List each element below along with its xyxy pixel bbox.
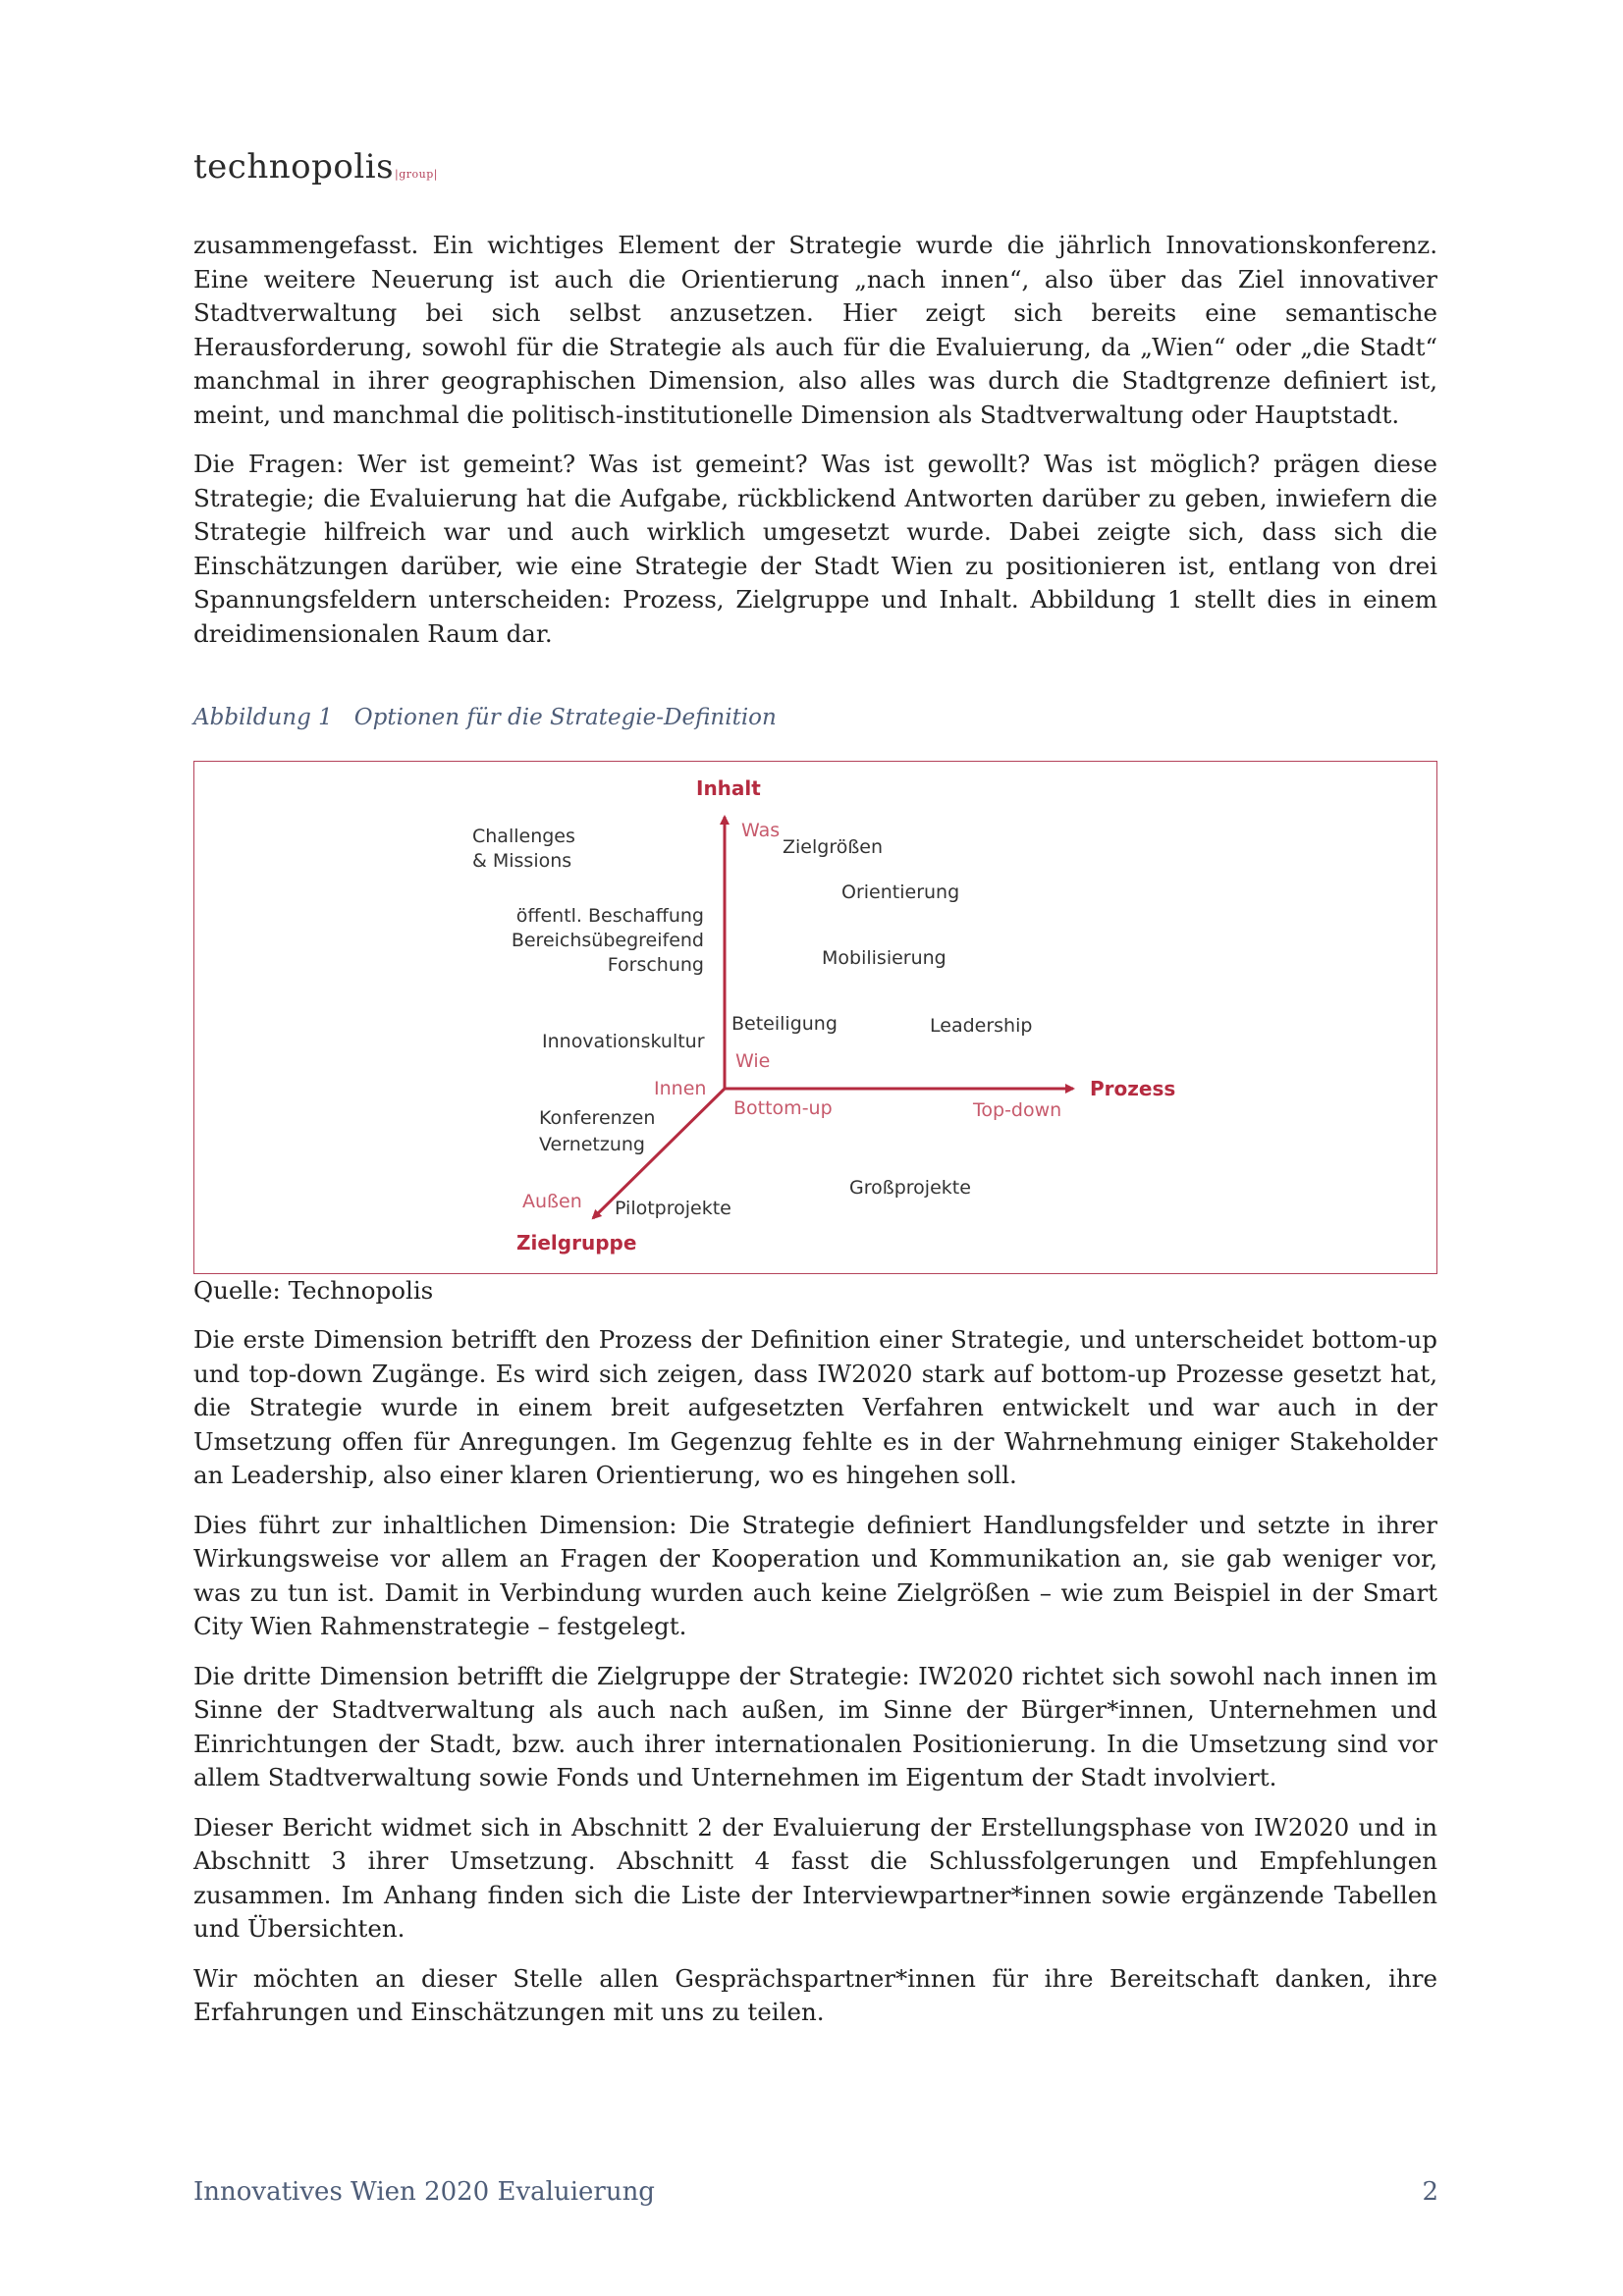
label-challenges-2: & Missions xyxy=(472,850,572,872)
technopolis-logo: technopolis|group| xyxy=(193,147,438,187)
label-mobilisierung: Mobilisierung xyxy=(822,947,947,969)
marker-top-down: Top-down xyxy=(973,1099,1062,1121)
marker-wie: Wie xyxy=(735,1050,771,1072)
label-zielgroessen: Zielgrößen xyxy=(783,836,884,858)
label-pilotprojekte: Pilotprojekte xyxy=(615,1198,731,1219)
label-bereichsuebergreifend: Bereichsübegreifend xyxy=(511,930,704,951)
paragraph: Die dritte Dimension betrifft die Zielgruppe der Strategie: IW2020 richtet sich sowohl nach innen im Sinne der Stadtverwaltung als auch nach außen, im Sinne der Bürger*innen, Unternehmen und Einrichtungen der Stadt, bzw. auch ihrer internationalen Positionierung. In die Umsetzung sind vor allem Stadtverwaltung sowie Fonds und Unternehmen im Eigentum der Stadt involviert. xyxy=(193,1661,1437,1791)
intro-text xyxy=(193,229,1437,651)
label-grossprojekte: Großprojekte xyxy=(849,1177,971,1199)
marker-was: Was xyxy=(741,820,781,841)
label-konferenzen: Konferenzen xyxy=(539,1107,656,1129)
strategy-figure xyxy=(193,761,1437,1274)
label-innovationskultur: Innovationskultur xyxy=(542,1031,705,1052)
marker-aussen: Außen xyxy=(522,1191,582,1212)
axis-label-inhalt: Inhalt xyxy=(696,776,761,800)
figure-source: Quelle: Technopolis xyxy=(193,1276,434,1305)
label-beschaffung: öffentl. Beschaffung xyxy=(515,905,704,927)
axis-label-zielgruppe: Zielgruppe xyxy=(516,1231,637,1255)
label-challenges-1: Challenges xyxy=(472,826,575,847)
paragraph: Die erste Dimension betrifft den Prozess der Definition einer Strategie, und unterscheidet bottom-up und top-down Zugänge. Es wird sich zeigen, dass IW2020 stark auf bottom-up Prozesse gesetzt hat, die Strategie wurde in einem breit aufgesetzten Verfahren entwickelt und war auch in der Umsetzung offen für Anregungen. Im Gegenzug fehlte es in der Wahrnehmung einiger Stakeholder an Leadership, also einer klaren Orientierung, wo es hingehen soll. xyxy=(193,1325,1437,1489)
label-vernetzung: Vernetzung xyxy=(539,1134,645,1155)
body-text xyxy=(193,1323,1437,2030)
label-leadership: Leadership xyxy=(930,1015,1033,1037)
figure-caption: Abbildung 1 Optionen für die Strategie-Definition xyxy=(193,705,777,730)
paragraph: Dies führt zur inhaltlichen Dimension: Die Strategie definiert Handlungsfelder und setzte in ihrer Wirkungsweise vor allem an Fragen der Kooperation und Kommunikation an, sie gab weniger vor, was zu tun ist. Damit in Verbindung wurden auch keine Zielgrößen – wie zum Beispiel in der Smart City Wien Rahmenstrategie – festgelegt. xyxy=(193,1510,1437,1640)
label-orientierung: Orientierung xyxy=(841,881,960,903)
label-beteiligung: Beteiligung xyxy=(731,1013,838,1035)
paragraph: Die Fragen: Wer ist gemeint? Was ist gemeint? Was ist gewollt? Was ist möglich? prägen diese Strategie; die Evaluierung hat die Aufgabe, rückblickend Antworten darüber zu geben, inwiefern die Strategie hilfreich war und auch wirklich umgesetzt wurde. Dabei zeigte sich, dass sich die Einschätzungen darüber, wie eine Strategie der Stadt Wien zu positionieren ist, entlang von drei Spannungsfeldern unterscheiden: Prozess, Zielgruppe und Inhalt. Abbildung 1 stellt dies in einem dreidimensionalen Raum dar. xyxy=(193,450,1437,648)
paragraph: Dieser Bericht widmet sich in Abschnitt 2 der Evaluierung der Erstellungsphase von IW2020 und in Abschnitt 3 ihrer Umsetzung. Abschnitt 4 fasst die Schlussfolgerungen und Empfehlungen zusammen. Im Anhang finden sich die Liste der Interviewpartner*innen sowie ergänzende Tabellen und Übersichten. xyxy=(193,1812,1437,1943)
paragraph: zusammengefasst. Ein wichtiges Element der Strategie wurde die jährlich Innovationskonferenz. Eine weitere Neuerung ist auch die Orientierung „nach innen“, also über das Ziel innovativer Stadtverwaltung bei sich selbst anzusetzen. Hier zeigt sich bereits eine semantische Herausforderung, sowohl für die Strategie als auch für die Evaluierung, da „Wien“ oder „die Stadt“ manchmal in ihrer geographischen Dimension, also alles was durch die Stadtgrenze definiert ist, meint, und manchmal die politisch-institutionelle Dimension als Stadtverwaltung oder Hauptstadt. xyxy=(193,231,1437,429)
strategy-diagram xyxy=(194,762,1438,1275)
page-number: 2 xyxy=(1422,2177,1438,2207)
label-forschung: Forschung xyxy=(607,954,704,976)
axis-label-prozess: Prozess xyxy=(1090,1077,1176,1100)
marker-bottom-up: Bottom-up xyxy=(733,1097,833,1119)
paragraph: Wir möchten an dieser Stelle allen Gesprächspartner*innen für ihre Bereitschaft danken, ihre Erfahrungen und Einschätzungen mit uns zu teilen. xyxy=(193,1963,1437,2026)
footer-title: Innovatives Wien 2020 Evaluierung xyxy=(193,2177,655,2207)
marker-innen: Innen xyxy=(654,1078,707,1099)
